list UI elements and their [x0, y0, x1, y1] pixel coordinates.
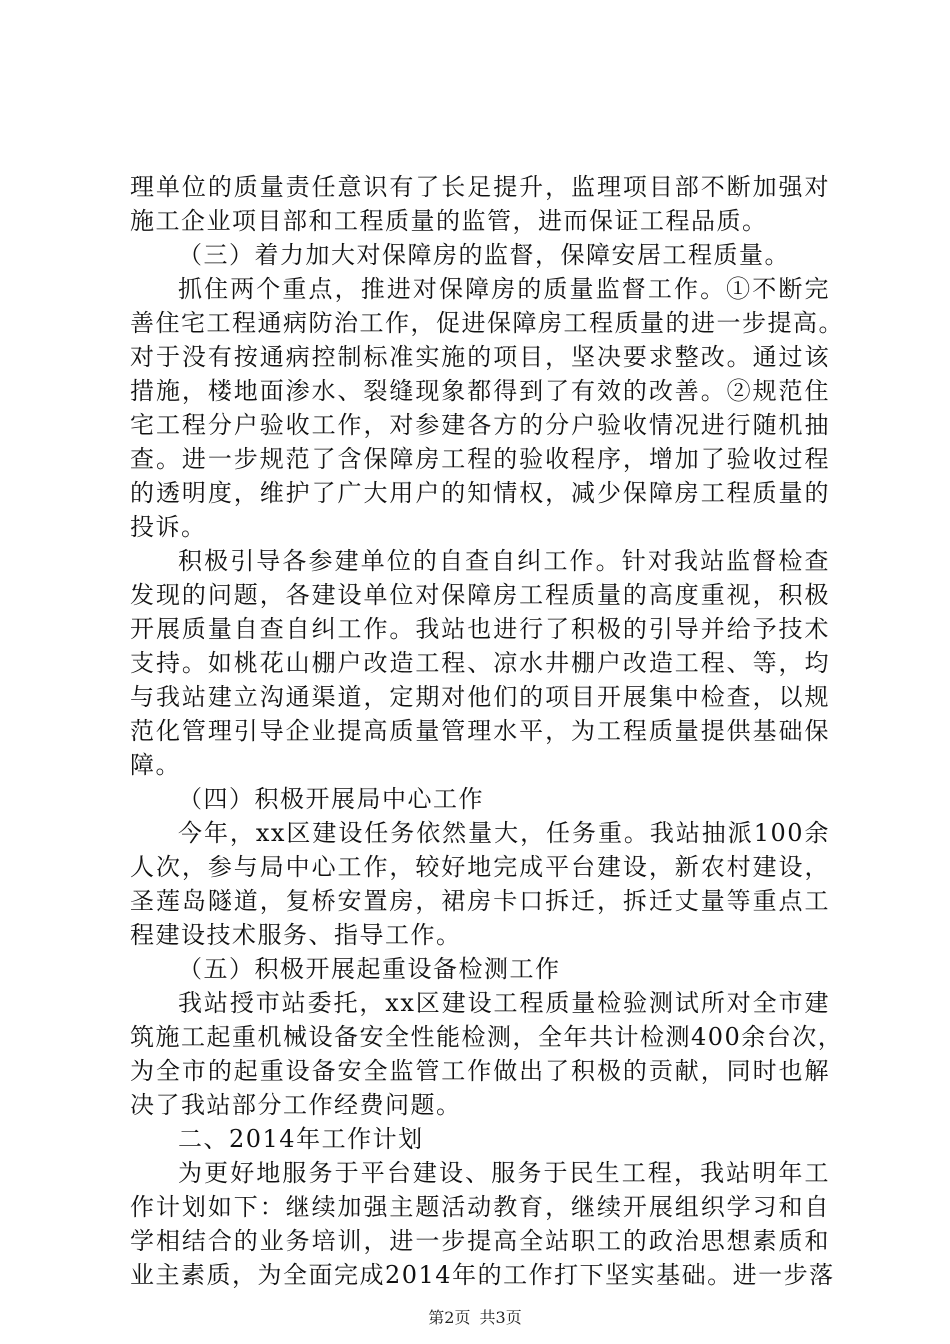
text-line: 发现的问题，各建设单位对保障房工程质量的高度重视，积极: [130, 581, 830, 609]
text-line: 二、2014年工作计划: [178, 1125, 424, 1153]
text-line: 学相结合的业务培训，进一步提高全站职工的政治思想素质和: [130, 1227, 830, 1255]
text-line: （五）积极开展起重设备检测工作: [178, 955, 561, 983]
text-line: 施工企业项目部和工程质量的监管，进而保证工程品质。: [130, 207, 768, 235]
text-line: 作计划如下：继续加强主题活动教育，继续开展组织学习和自: [130, 1193, 830, 1221]
text-line: 投诉。: [130, 513, 207, 541]
text-line: 为更好地服务于平台建设、服务于民生工程，我站明年工: [178, 1159, 830, 1187]
text-line: 为全市的起重设备安全监管工作做出了积极的贡献，同时也解: [130, 1057, 830, 1085]
text-line: 的透明度，维护了广大用户的知情权，减少保障房工程质量的: [130, 479, 830, 507]
text-line: 我站授市站委托，xx区建设工程质量检验测试所对全市建: [178, 989, 830, 1017]
page-footer: [0, 1308, 950, 1328]
text-line: 积极引导各参建单位的自查自纠工作。针对我站监督检查: [178, 547, 830, 575]
text-line: 措施，楼地面渗水、裂缝现象都得到了有效的改善。②规范住: [130, 377, 830, 405]
text-line: 圣莲岛隧道，复桥安置房，裙房卡口拆迁，拆迁丈量等重点工: [130, 887, 830, 915]
text-line: 查。进一步规范了含保障房工程的验收程序，增加了验收过程: [130, 445, 830, 473]
text-line: 善住宅工程通病防治工作，促进保障房工程质量的进一步提高。: [130, 309, 844, 337]
text-line: （三）着力加大对保障房的监督，保障安居工程质量。: [178, 241, 790, 269]
text-line: 程建设技术服务、指导工作。: [130, 921, 462, 949]
text-line: 支持。如桃花山棚户改造工程、凉水井棚户改造工程、等，均: [130, 649, 830, 677]
text-line: 对于没有按通病控制标准实施的项目，坚决要求整改。通过该: [130, 343, 830, 371]
text-line: 人次，参与局中心工作，较好地完成平台建设，新农村建设，: [130, 853, 830, 881]
document-body: [130, 170, 844, 1292]
text-line: 理单位的质量责任意识有了长足提升，监理项目部不断加强对: [130, 173, 830, 201]
text-line: 开展质量自查自纠工作。我站也进行了积极的引导并给予技术: [130, 615, 830, 643]
text-line: 抓住两个重点，推进对保障房的质量监督工作。①不断完: [178, 275, 830, 303]
page-total: 共3页: [479, 1308, 522, 1327]
text-line: 今年，xx区建设任务依然量大，任务重。我站抽派100余: [178, 819, 830, 847]
page-number: 第2页: [428, 1308, 471, 1327]
text-line: 筑施工起重机械设备安全性能检测，全年共计检测400余台次，: [130, 1023, 844, 1051]
text-line: （四）积极开展局中心工作: [178, 785, 484, 813]
text-line: 宅工程分户验收工作，对参建各方的分户验收情况进行随机抽: [130, 411, 830, 439]
text-line: 与我站建立沟通渠道，定期对他们的项目开展集中检查，以规: [130, 683, 830, 711]
text-line: 业主素质，为全面完成2014年的工作打下坚实基础。进一步落: [130, 1261, 835, 1289]
text-line: 范化管理引导企业提高质量管理水平，为工程质量提供基础保: [130, 717, 830, 745]
text-line: 决了我站部分工作经费问题。: [130, 1091, 462, 1119]
text-line: 障。: [130, 751, 181, 779]
